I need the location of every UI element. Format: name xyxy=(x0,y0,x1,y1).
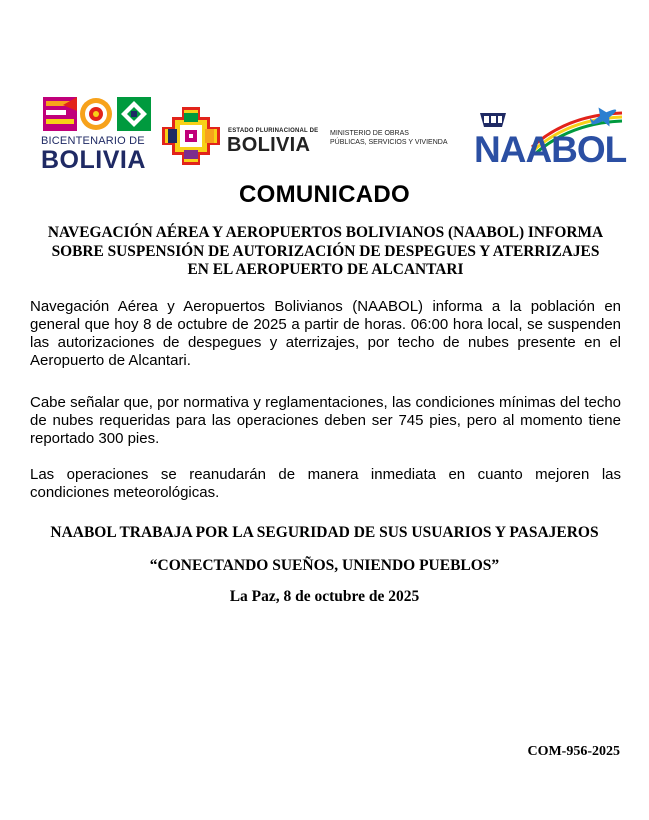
ministerio-line1: MINISTERIO DE OBRAS xyxy=(330,130,409,137)
headline-line-1: NAVEGACIÓN AÉREA Y AEROPUERTOS BOLIVIANOS (NAABOL) INFORMA xyxy=(47,224,604,241)
estado-small-text: ESTADO PLURINACIONAL DE xyxy=(228,128,319,134)
ministerio-line2: PÚBLICAS, SERVICIOS Y VIVIENDA xyxy=(330,139,448,146)
chakana-emblem-icon xyxy=(162,107,220,165)
naabol-logo xyxy=(472,105,630,173)
header-logos xyxy=(38,95,630,177)
paragraph-1: Navegación Aérea y Aeropuertos Bolivianos (NAABOL) informa a la población en general que hoy 8 de octubre de 2025 a partir de horas. 06:00 hora local, se suspenden las autorizaciones de despegues y aterrizajes, por techo de nubes presente en el Aeropuerto de Alcantari. xyxy=(30,298,621,369)
bicentenario-logo xyxy=(41,95,153,173)
headline-line-3: EN EL AEROPUERTO DE ALCANTARI xyxy=(187,261,464,278)
paragraph-3: Las operaciones se reanudarán de manera inmediata en cuanto mejoren las condiciones meteorológicas. xyxy=(30,466,621,501)
headline xyxy=(26,224,625,280)
estado-big-text: BOLIVIA xyxy=(227,134,311,156)
slogan: NAABOL TRABAJA POR LA SEGURIDAD DE SUS USUARIOS Y PASAJEROS xyxy=(50,524,599,541)
naabol-wordmark: NAABOL xyxy=(474,129,627,170)
bicentenario-line2: BOLIVIA xyxy=(41,146,146,174)
paragraph-2: Cabe señalar que, por normativa y reglamentaciones, las condiciones mínimas del techo de nubes requeridas para las operaciones deben ser 745 pies, pero al momento tiene reportado 300 pies. xyxy=(30,394,621,447)
place-date: La Paz, 8 de octubre de 2025 xyxy=(229,588,420,605)
ministerio-logo xyxy=(330,129,470,147)
bicentenario-line1: BICENTENARIO DE xyxy=(41,135,145,147)
document-title: COMUNICADO xyxy=(239,181,410,208)
motto: “CONECTANDO SUEÑOS, UNIENDO PUEBLOS” xyxy=(149,557,500,574)
headline-line-2: SOBRE SUSPENSIÓN DE AUTORIZACIÓN DE DESPEGUES Y ATERRIZAJES xyxy=(51,242,600,260)
bicentenario-emblem-icon xyxy=(43,97,151,133)
estado-plurinacional-logo xyxy=(162,107,319,167)
document-code: COM-956-2025 xyxy=(527,744,620,759)
